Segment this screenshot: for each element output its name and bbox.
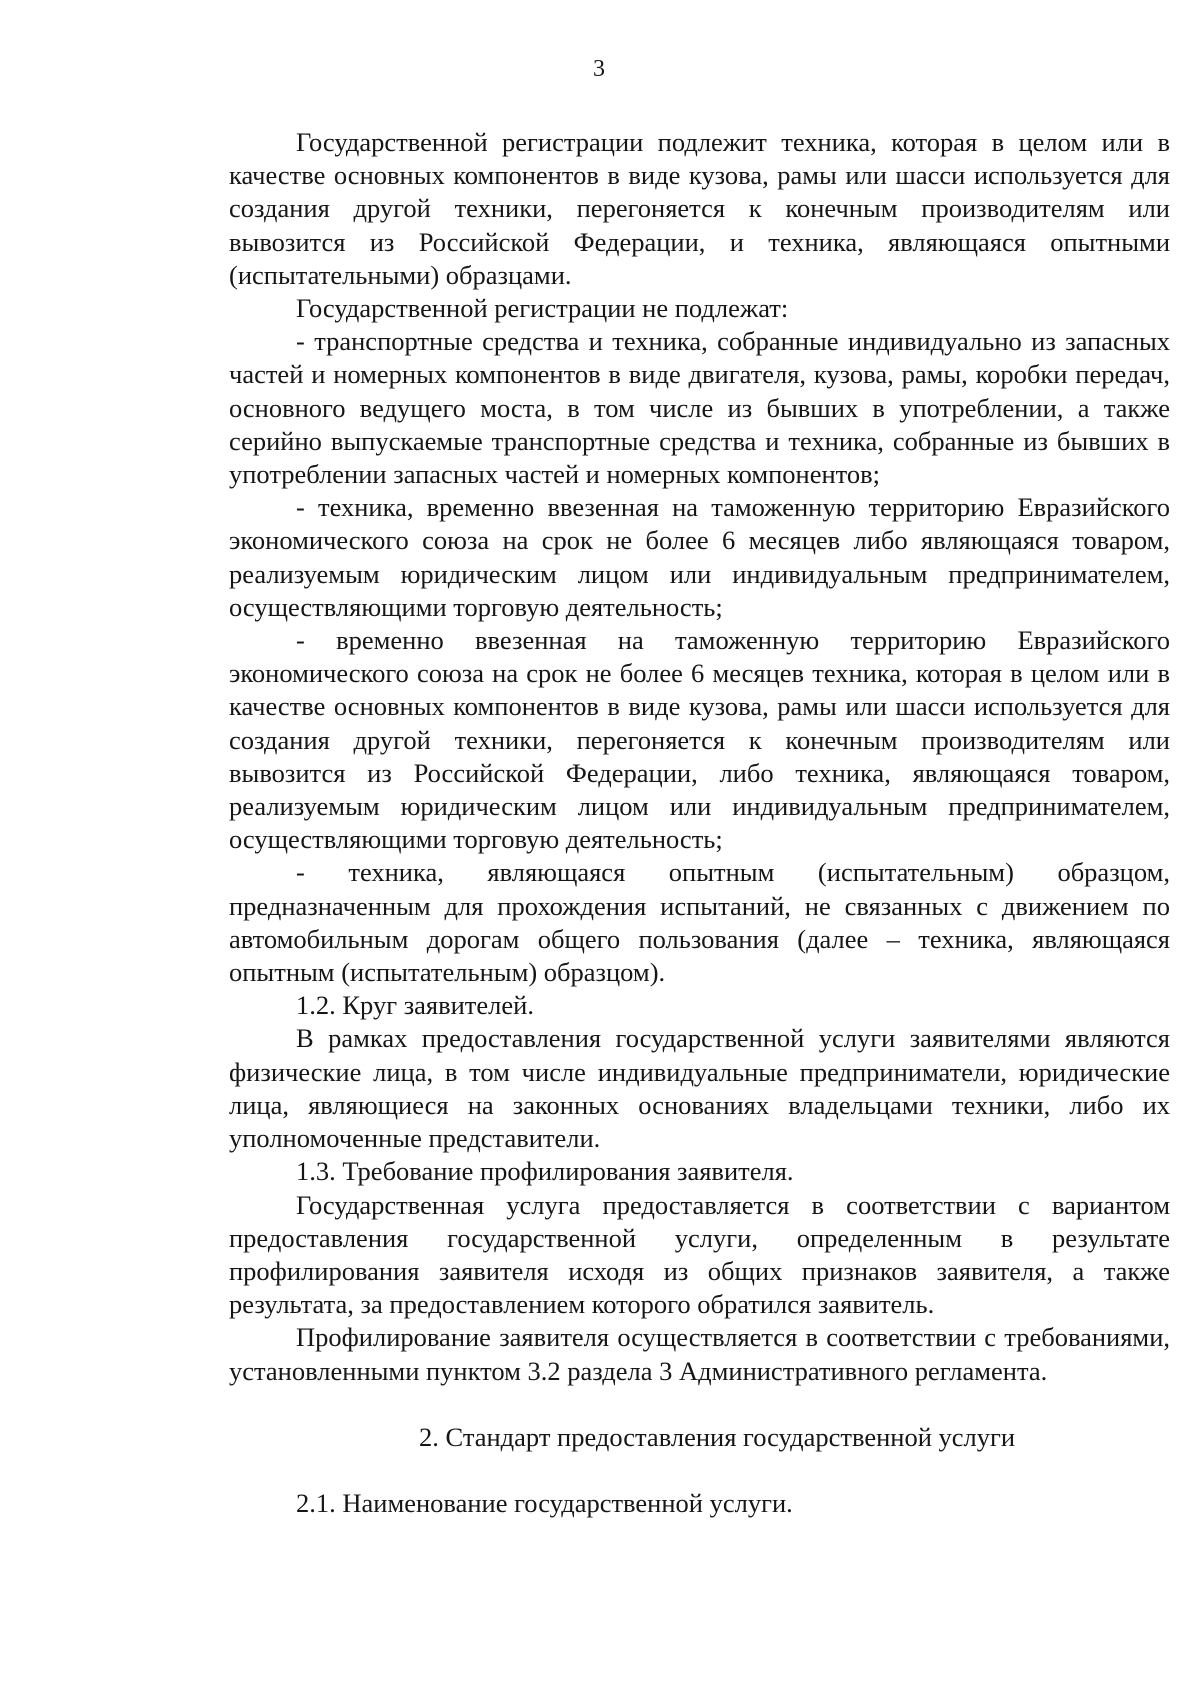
section-2-heading: 2. Стандарт предоставления государственной услуги	[419, 1421, 1016, 1452]
section-2-1-heading: 2.1. Наименование государственной услуги.	[296, 1487, 793, 1518]
page-number: 3	[593, 56, 605, 82]
list-item-assembled-vehicles: - транспортные средства и техника, собранные индивидуально из запасных частей и номерных компонентов в виде двигателя, кузова, рамы, коробки передач, основного ведущего моста, в том числе из бывших в употреблении, а также серийно выпускаемые транспортные средства и техника, собранные из бывших в употреблении запасных частей и номерных компонентов;	[229, 326, 1170, 490]
paragraph-applicants: В рамках предоставления государственной услуги заявителями являются физические лица, в том числе индивидуальные предприниматели, юридические лица, являющиеся на законных основаниях владельцами техники, либо их уполномоченные представители.	[229, 1023, 1170, 1154]
document-body	[229, 126, 1170, 1520]
list-item-temporarily-imported: - техника, временно ввезенная на таможенную территорию Евразийского экономического союза на срок не более 6 месяцев либо являющаяся товаром, реализуемым юридическим лицом или индивидуальным предпринимателем, осуществляющими торговую деятельность;	[229, 492, 1170, 622]
list-item-prototype: - техника, являющаяся опытным (испытательным) образцом, предназначенным для прохождения испытаний, не связанных с движением по автомобильным дорогам общего пользования (далее – техника, являющаяся опытным (испытательным) образцом).	[229, 857, 1170, 988]
section-1-3-heading: 1.3. Требование профилирования заявителя.	[296, 1156, 794, 1187]
section-1-2-heading: 1.2. Круг заявителей.	[296, 990, 534, 1021]
paragraph-profiling: Профилирование заявителя осуществляется в соответствии с требованиями, установленными пунктом 3.2 раздела 3 Административного регламента.	[229, 1322, 1170, 1386]
paragraph-service-variant: Государственная услуга предоставляется в соответствии с вариантом предоставления государственной услуги, определенным в результате профилирования заявителя исходя из общих признаков заявителя, а также результата, за предоставлением которого обратился заявитель.	[229, 1189, 1170, 1320]
list-item-temporarily-imported-components: - временно ввезенная на таможенную территорию Евразийского экономического союза на срок не более 6 месяцев техника, которая в целом или в качестве основных компонентов в виде кузова, рамы или шасси используется для создания другой техники, перегоняется к конечным производителям или вывозится из Российской Федерации, либо техника, являющаяся товаром, реализуемым юридическим лицом или индивидуальным предпринимателем, осуществляющими торговую деятельность;	[229, 625, 1170, 855]
paragraph-not-subject-intro: Государственной регистрации не подлежат:	[296, 293, 789, 324]
paragraph-registration-subject: Государственной регистрации подлежит техника, которая в целом или в качестве основных компонентов в виде кузова, рамы или шасси используется для создания другой техники, перегоняется к конечным производителям или вывозится из Российской Федерации, и техника, являющаяся опытными (испытательными) образцами.	[229, 127, 1170, 290]
